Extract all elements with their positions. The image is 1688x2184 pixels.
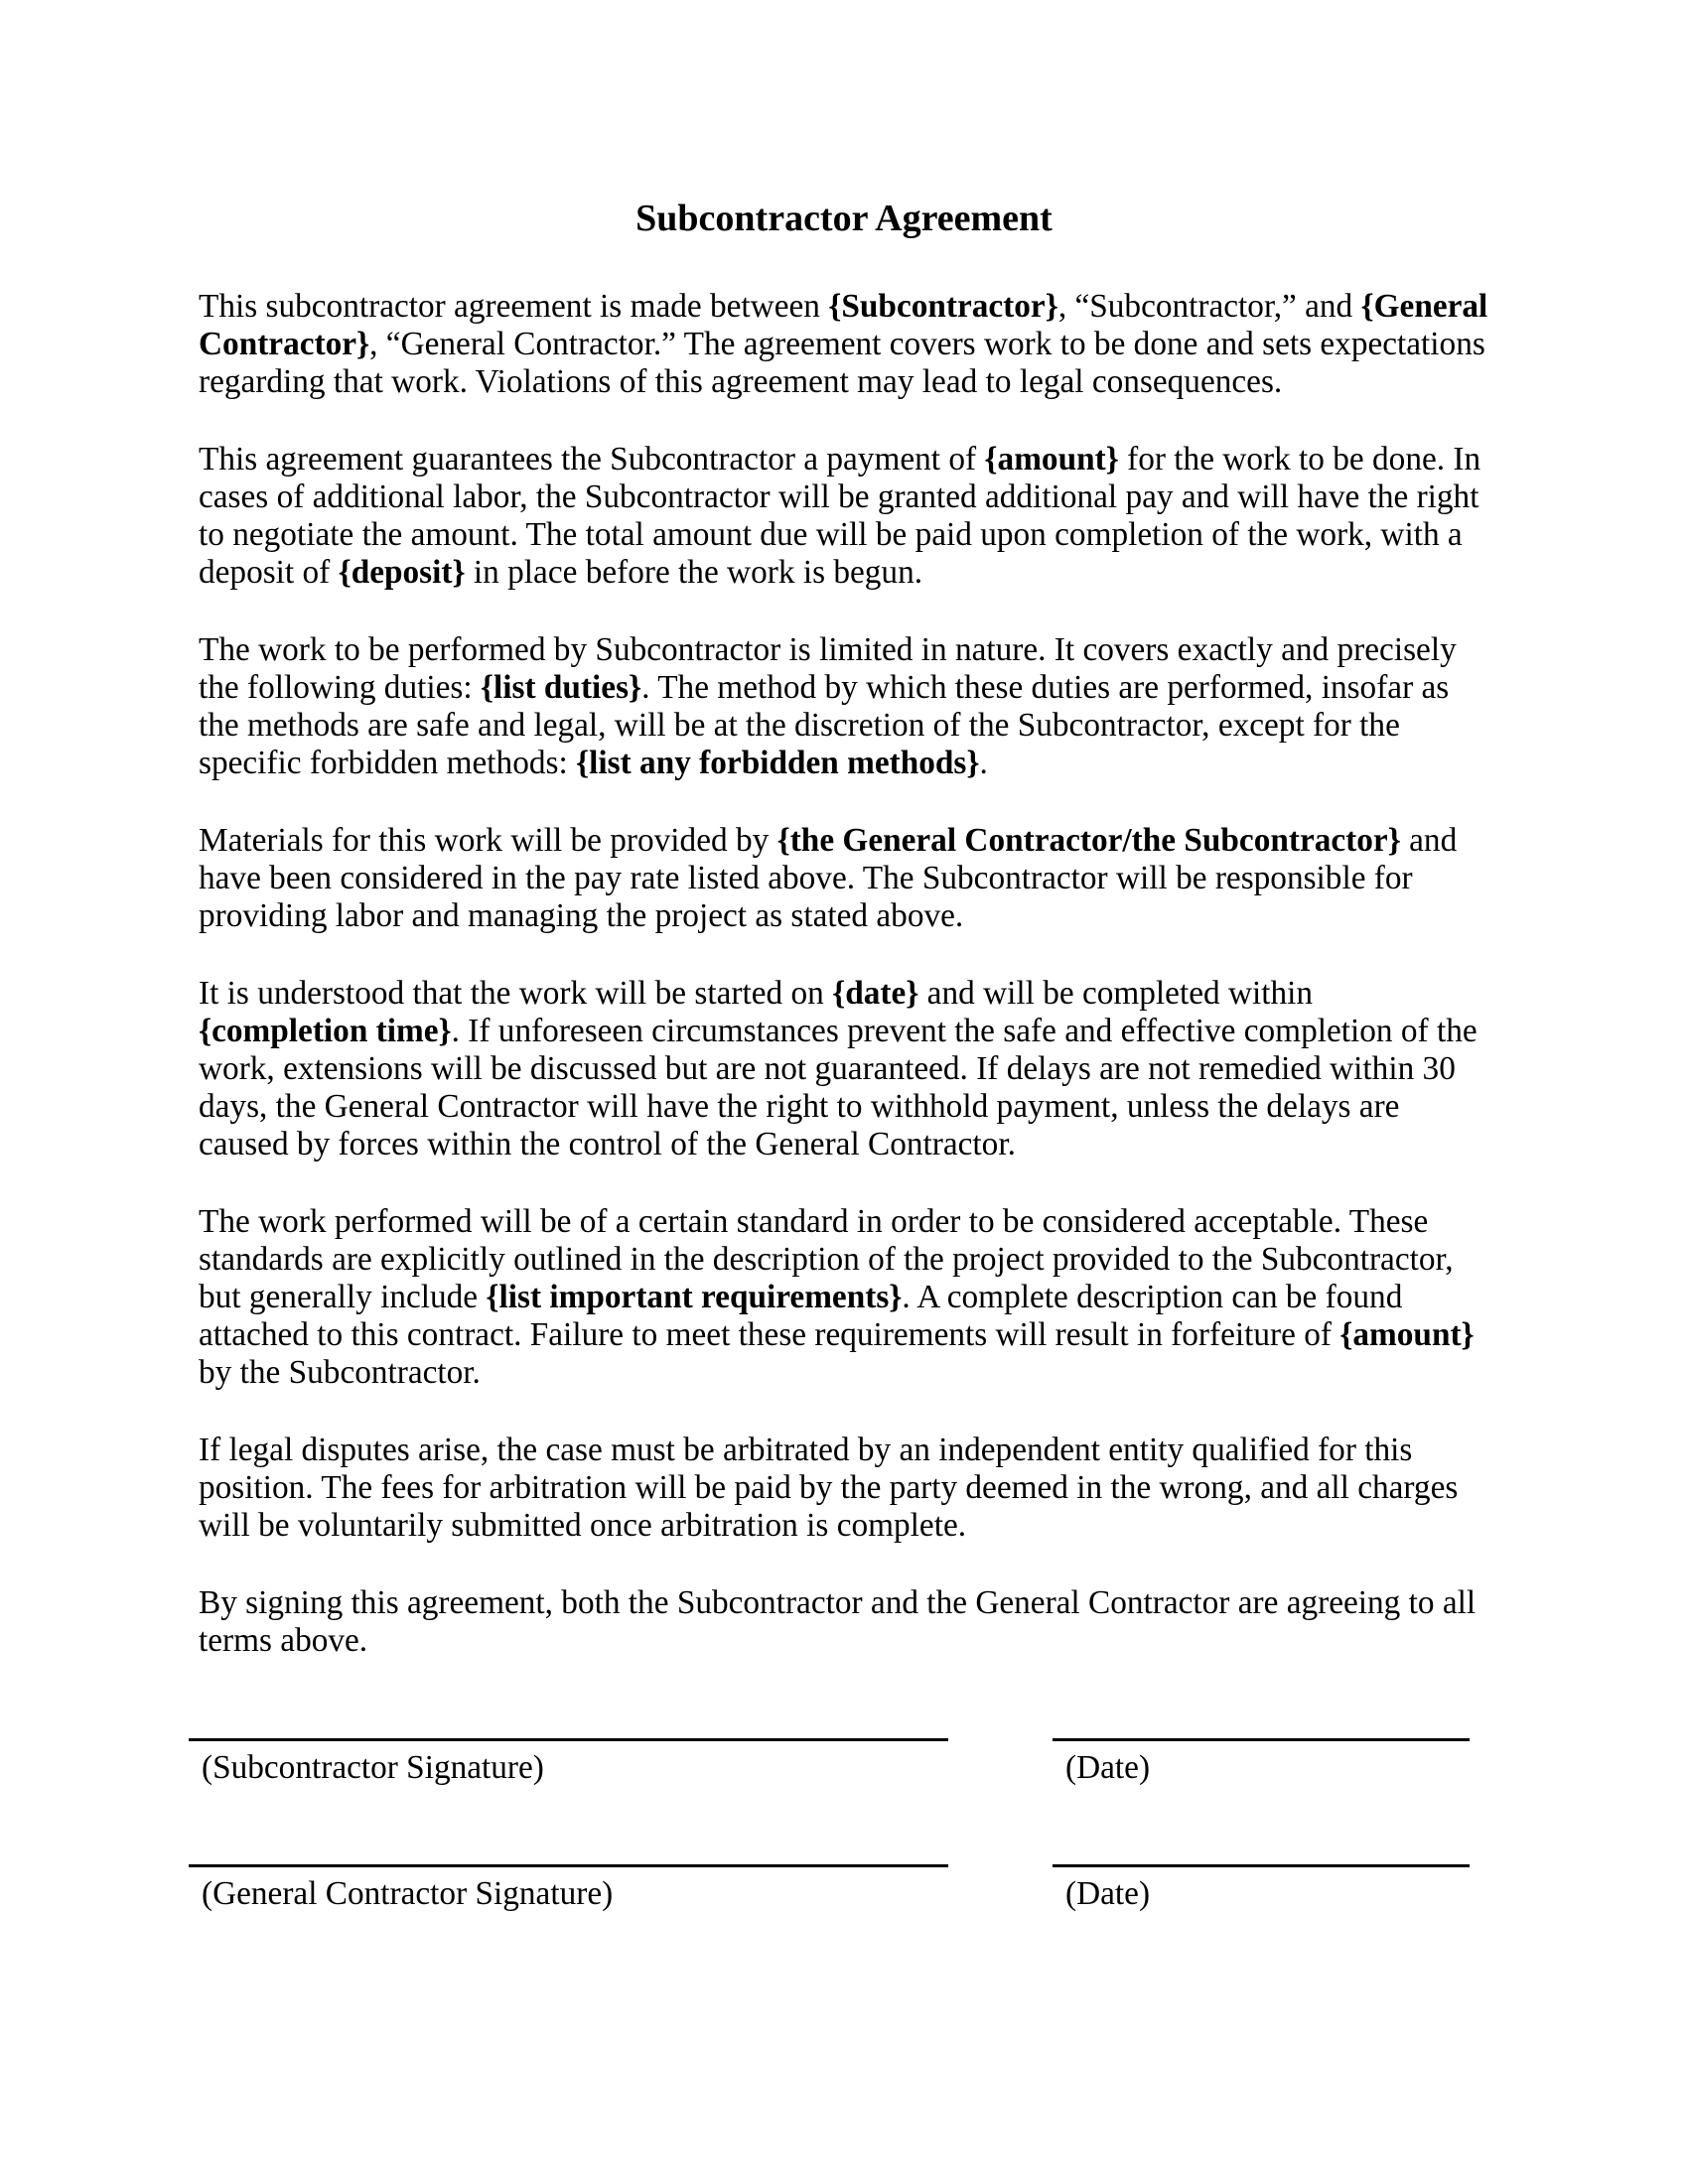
paragraph (199, 822, 1489, 935)
paragraph-text: It is understood that the work will be started on (199, 975, 833, 1012)
paragraph-text: The work to be performed by Subcontractor is limited in nature. It covers exactly and precisely the following duties: (199, 631, 1457, 706)
paragraph-text: , “General Contractor.” The agreement covers work to be done and sets expectations regarding that work. Violations of this agreement may lead to legal consequences. (199, 326, 1485, 400)
placeholder-field: {list any forbidden methods} (576, 745, 980, 781)
paragraph-text: for the work to be done. In cases of additional labor, the Subcontractor will be granted additional pay and will have the right to negotiate the amount. The total amount due will be paid upon completion of the work, with a deposit of (199, 441, 1481, 591)
placeholder-field: {amount} (1339, 1316, 1475, 1353)
document-body (199, 288, 1489, 1660)
paragraph-text: This subcontractor agreement is made between (199, 288, 829, 325)
paragraph-text: If legal disputes arise, the case must be arbitrated by an independent entity qualified for this position. The fees for arbitration will be paid by the party deemed in the wrong, and all charges will be voluntarily submitted once arbitration is complete. (199, 1432, 1459, 1544)
subcontractor-signature-label: (Subcontractor Signature) (202, 1749, 544, 1786)
placeholder-field: {amount} (984, 441, 1119, 478)
general-contractor-signature-field (189, 1864, 948, 1913)
paragraph-text: Materials for this work will be provided by (199, 822, 777, 859)
paragraph (199, 631, 1489, 782)
paragraph (199, 1432, 1489, 1545)
paragraph (199, 441, 1489, 592)
paragraph (199, 975, 1489, 1163)
page-title: Subcontractor Agreement (635, 198, 1053, 239)
paragraph-text: and will be completed within (918, 975, 1314, 1012)
paragraph (199, 1584, 1489, 1660)
subcontractor-signature-field (189, 1738, 948, 1787)
paragraph-text: By signing this agreement, both the Subcontractor and the General Contractor are agreeing to all terms above. (199, 1584, 1477, 1659)
paragraph-text: The work performed will be of a certain standard in order to be considered acceptable. These standards are explicitly outlined in the description of the project provided to the Subcontractor, but generally include (199, 1203, 1454, 1315)
placeholder-field: {Subcontractor} (828, 288, 1058, 325)
paragraph (199, 288, 1489, 401)
placeholder-field: {General Contractor} (199, 288, 1488, 362)
subcontractor-date-label: (Date) (1065, 1749, 1151, 1786)
paragraph-text: by the Subcontractor. (199, 1354, 481, 1391)
placeholder-field: {list duties} (480, 669, 642, 706)
paragraph-text: . A complete description can be found attached to this contract. Failure to meet these requirements will result in forfeiture of (199, 1279, 1403, 1353)
signature-row-general-contractor (189, 1864, 1489, 1913)
placeholder-field: {the General Contractor/the Subcontractor} (776, 822, 1401, 859)
signature-row-subcontractor (189, 1738, 1489, 1787)
paragraph-text: . If unforeseen circumstances prevent the safe and effective completion of the work, extensions will be discussed but are not guaranteed. If delays are not remedied within 30 days, the General Contractor will have the right to withhold payment, unless the delays are caused by forces within the control of the General Contractor. (199, 1013, 1477, 1162)
paragraph (199, 1203, 1489, 1392)
paragraph-text: This agreement guarantees the Subcontractor a payment of (199, 441, 985, 478)
paragraph-text: in place before the work is begun. (465, 554, 923, 591)
placeholder-field: {completion time} (199, 1013, 452, 1049)
general-contractor-signature-label: (General Contractor Signature) (202, 1875, 614, 1912)
general-contractor-date-field (1053, 1864, 1470, 1913)
placeholder-field: {list important requirements} (486, 1279, 903, 1315)
general-contractor-date-label: (Date) (1065, 1875, 1151, 1912)
paragraph-text: . The method by which these duties are performed, insofar as the methods are safe and legal, will be at the discretion of the Subcontractor, except for the specific forbidden methods: (199, 669, 1450, 781)
paragraph-text: . (979, 745, 988, 781)
signature-section (189, 1738, 1489, 1913)
subcontractor-date-field (1053, 1738, 1470, 1787)
placeholder-field: {date} (832, 975, 919, 1012)
placeholder-field: {deposit} (338, 554, 466, 591)
paragraph-text: and have been considered in the pay rate listed above. The Subcontractor will be responsible for providing labor and managing the project as stated above. (199, 822, 1458, 934)
paragraph-text: , “Subcontractor,” and (1057, 288, 1361, 325)
